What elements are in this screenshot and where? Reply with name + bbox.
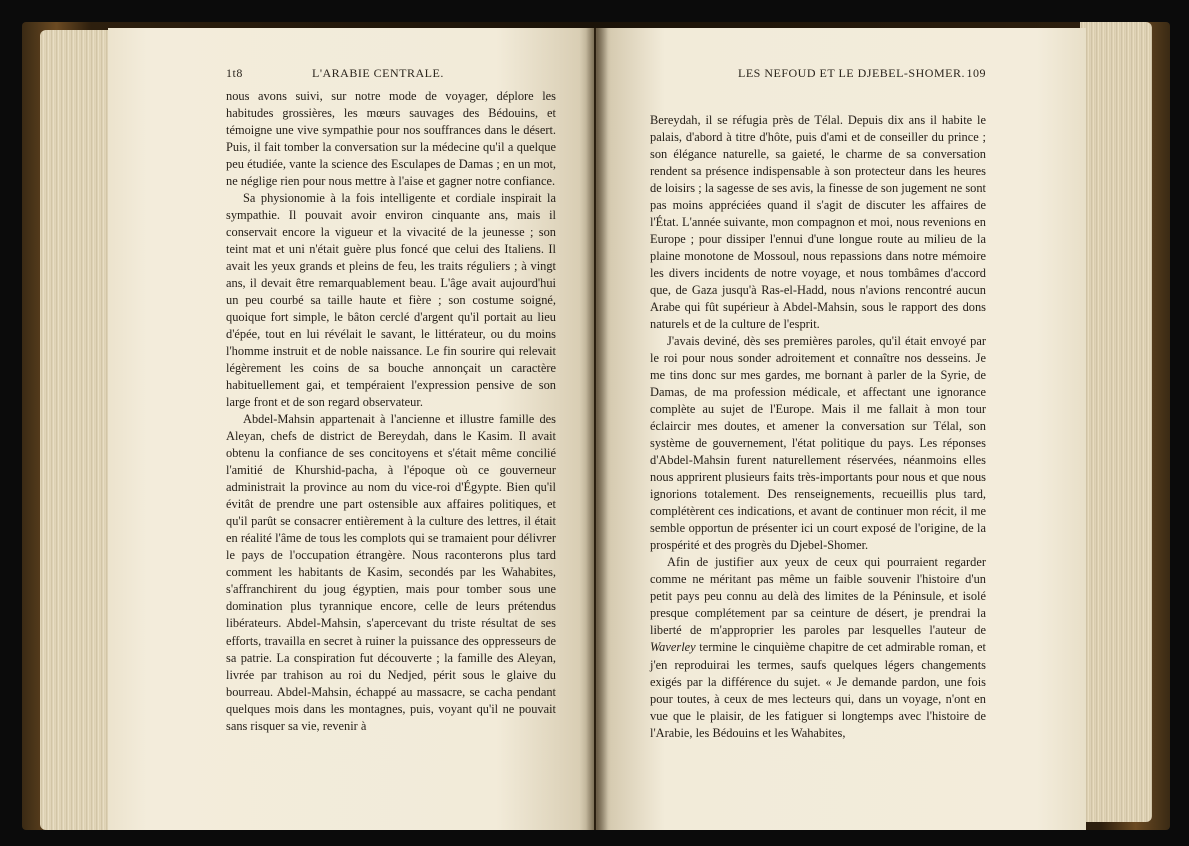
- right-running-head: [650, 66, 986, 86]
- left-running-head: [226, 66, 556, 86]
- left-page-number: 1t8: [226, 66, 243, 80]
- right-paragraph-3-start: Afin de justifier aux yeux de ceux qui pourraient regarder comme ne méritant pas même un faible souvenir l'histoire d'un petit pays peu connu au delà des limites de la Péninsule, et isolé presque complétement par sa ceinture de désert, je prendrai la liberté de m'approprier les paroles par lesquelles l'auteur de: [650, 555, 986, 638]
- left-paragraph-2: Sa physionomie à la fois intelligente et cordiale inspirait la sympathie. Il pouvait avoir environ cinquante ans, mais il conservait encore la vigueur et la vivacité de la jeunesse ; son teint mat et uni n'était guère plus foncé que celui des Italiens. Il avait les yeux grands et pleins de feu, les traits réguliers ; à vingt ans, il devait être remarquablement beau. L'âge avait aujourd'hui un peu courbé sa taille haute et fière ; son costume soigné, quoique fort simple, le bâton cerclé d'argent qu'il portait au lieu d'épée, tout en lui révélait le savant, le littérateur, ou du moins l'homme instruit et de noble naissance. Le fin sourire qui relevait légèrement les coins de sa bouche annonçait un caractère habituellement gai, et tempéraient l'expression pensive de son large front et de son regard observateur.: [226, 191, 556, 410]
- book-title-waverley: Waverley: [650, 640, 696, 655]
- page-edges-left: [40, 30, 110, 830]
- left-paragraph-3: Abdel-Mahsin appartenait à l'ancienne et illustre famille des Aleyan, chefs de district de Bereydah, dans le Kasim. Il avait obtenu la confiance de ses concitoyens et s'était même concilié l'amitié de Khurshid-pacha, à l'époque où ce gouverneur administrait la province au nom du vice-roi d'Égypte. Bien qu'il évitât de prendre une part ostensible aux affaires politiques, et qu'il parût se consacrer entièrement à la culture des lettres, il était en réalité l'âme de tous les complots qui se tramaient pour délivrer le pays de l'occupation étrangère. Nous raconterons plus tard comment les habitants de Kasim, secondés par les Wahabites, s'affranchirent du joug égyptien, mais pour tomber sous une domination plus tyrannique encore, celle de leurs prétendus libérateurs. Abdel-Mahsin, s'apercevant du triste résultat de ses efforts, travailla en secret à ruiner la puissance des oppresseurs de sa patrie. La conspiration fut découverte ; la famille des Aleyan, livrée par trahison au roi du Nedjed, périt sous le glaive du bourreau. Abdel-Mahsin, échappé au massacre, se cacha pendant quelques mois dans les montagnes, puis, voyant qu'il ne pouvait sans risquer sa vie, revenir à: [226, 412, 556, 733]
- right-paragraph-3: [650, 554, 986, 741]
- left-paragraph-1: nous avons suivi, sur notre mode de voyager, déplore les habitudes grossières, les mœurs sauvages des Bédouins, et témoigne une vive sympathie pour nos souffrances dans le désert. Puis, il fait tomber la conversation sur la médecine qu'il a quelque peu étudiée, vante la science des Esculapes de Damas ; en un mot, ne néglige rien pour nous mettre à l'aise et gagner notre confiance.: [226, 89, 556, 189]
- right-page-number: 109: [966, 66, 986, 80]
- right-paragraph-1: Bereydah, il se réfugia près de Télal. Depuis dix ans il habite le palais, d'abord à titre d'hôte, puis d'ami et de conseiller du prince ; son élégance naturelle, sa gaieté, le charme de sa conversation rendent sa présence indispensable à son protecteur dans les heures de loisirs ; la sagesse de ses avis, la finesse de son jugement ne sont pas moins appréciées quand il s'agit de discuter les affaires de l'État. L'année suivante, mon compagnon et moi, nous revenions en Europe ; pour dissiper l'ennui d'une longue route au milieu de la plaine monotone de Mossoul, nous repassions dans notre mémoire les divers incidents de notre voyage, et nous tombâmes d'accord que, de Gaza jusqu'à Ras-el-Hadd, nous n'avions rencontré aucun Arabe qui fût supérieur à Abdel-Mahsin, sous le rapport des dons naturels et de la culture de l'esprit.: [650, 113, 986, 332]
- right-paragraph-3-end: termine le cinquième chapitre de cet admirable roman, et j'en reproduirai les termes, saufs quelques légers changements exigés par la différence du sujet. « Je demande pardon, une fois pour toutes, à ceux de mes lecteurs qui, dans un voyage, n'ont en vue que le plaisir, de les fatiguer si longtemps avec l'histoire de l'Arabie, les Bédouins et les Wahabites,: [650, 640, 986, 740]
- left-running-title: L'ARABIE CENTRALE.: [312, 66, 444, 80]
- right-page-body: [650, 112, 986, 742]
- page-edges-right: [1080, 22, 1152, 822]
- left-page-body: [226, 88, 556, 735]
- right-running-title: LES NEFOUD ET LE DJEBEL-SHOMER.: [738, 66, 965, 80]
- book-gutter: [586, 28, 608, 830]
- right-paragraph-2: J'avais deviné, dès ses premières paroles, qu'il était envoyé par le roi pour nous sonder adroitement et connaître nos desseins. Je me tins donc sur mes gardes, me bornant à parler de la Syrie, de Damas, de ma profession médicale, et affectant une ignorance complète au sujet de l'Europe. Mais il me fallait à mon tour éclaircir mes doutes, et amener la conversation sur Télal, son système de gouvernement, l'état politique du pays. Les réponses d'Abdel-Mahsin furent naturellement réservées, néanmoins elles nous apprirent plusieurs faits très-importants pour nous et que nous ignorions totalement. Des renseignements, recueillis plus tard, complétèrent ces indications, et avant de continuer mon récit, il me semble opportun de présenter ici un court exposé de l'origine, de la prospérité et des progrès du Djebel-Shomer.: [650, 334, 986, 553]
